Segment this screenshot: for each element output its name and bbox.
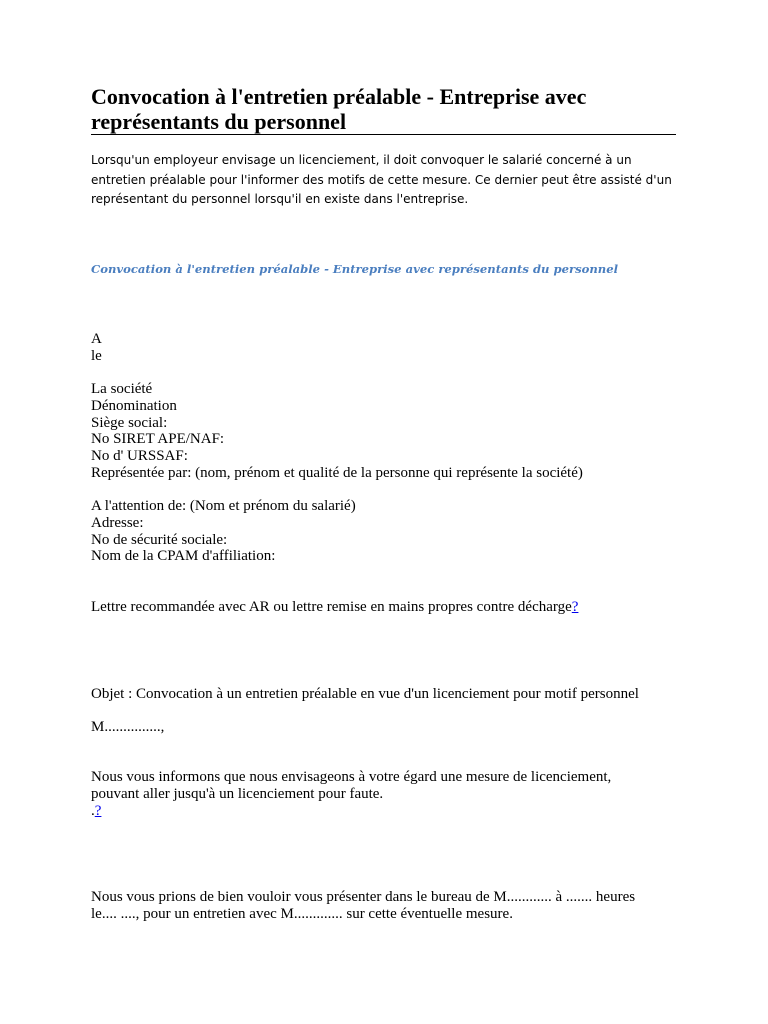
recipient-le: le [91, 347, 102, 364]
company-line: Siège social: [91, 414, 168, 431]
company-line: Représentée par: (nom, prénom et qualité de la personne qui représente la société) [91, 464, 583, 481]
company-line: No d' URSSAF: [91, 448, 188, 465]
recipient-a: A [91, 331, 102, 347]
company-line: No SIRET APE/NAF: [91, 431, 225, 448]
attention-line: Adresse: [91, 514, 144, 531]
appointment-paragraph [91, 889, 676, 923]
notice-paragraph [91, 769, 676, 819]
attention-line: No de sécurité sociale: [91, 531, 228, 548]
letter-subject: Objet : Convocation à un entretien préalable en vue d'un licenciement pour motif personnel [91, 686, 639, 702]
delivery-method-text: Lettre recommandée avec AR ou lettre remise en mains propres contre décharge [91, 599, 572, 615]
attention-line: A l'attention de: (Nom et prénom du salarié) [91, 498, 356, 514]
attention-block [91, 498, 676, 565]
delivery-method [91, 599, 676, 616]
notice-line: Nous vous informons que nous envisageons à votre égard une mesure de licenciement, [91, 769, 612, 785]
notice-prefix: . [91, 802, 95, 819]
appointment-line: Nous vous prions de bien vouloir vous présenter dans le bureau de M............ à ....... heures [91, 889, 636, 905]
notice-line: pouvant aller jusqu'à un licenciement pour faute. [91, 785, 384, 802]
delivery-help-link[interactable]: ? [571, 599, 579, 615]
company-line: La société [91, 381, 153, 397]
notice-help-link[interactable]: ? [94, 802, 102, 819]
recipient-block [91, 331, 676, 365]
notice-line-3 [91, 803, 676, 820]
intro-paragraph: Lorsqu'un employeur envisage un licenciement, il doit convoquer le salarié concerné à un entretien préalable pour l'informer des motifs de cette mesure. Ce dernier peut être assisté d'un représentant du personnel lorsqu'il en existe dans l'entreprise. [91, 153, 672, 206]
company-block [91, 381, 676, 482]
appointment-line: le.... ...., pour un entretien avec M............. sur cette éventuelle mesure. [91, 905, 513, 922]
page-title: Convocation à l'entretien préalable - Entreprise avec représentants du personnel [91, 84, 676, 135]
letter-subtitle: Convocation à l'entretien préalable - Entreprise avec représentants du personnel [91, 262, 619, 276]
company-line: Dénomination [91, 397, 177, 414]
letter-salutation: M..............., [91, 719, 165, 735]
attention-line: Nom de la CPAM d'affiliation: [91, 548, 276, 565]
